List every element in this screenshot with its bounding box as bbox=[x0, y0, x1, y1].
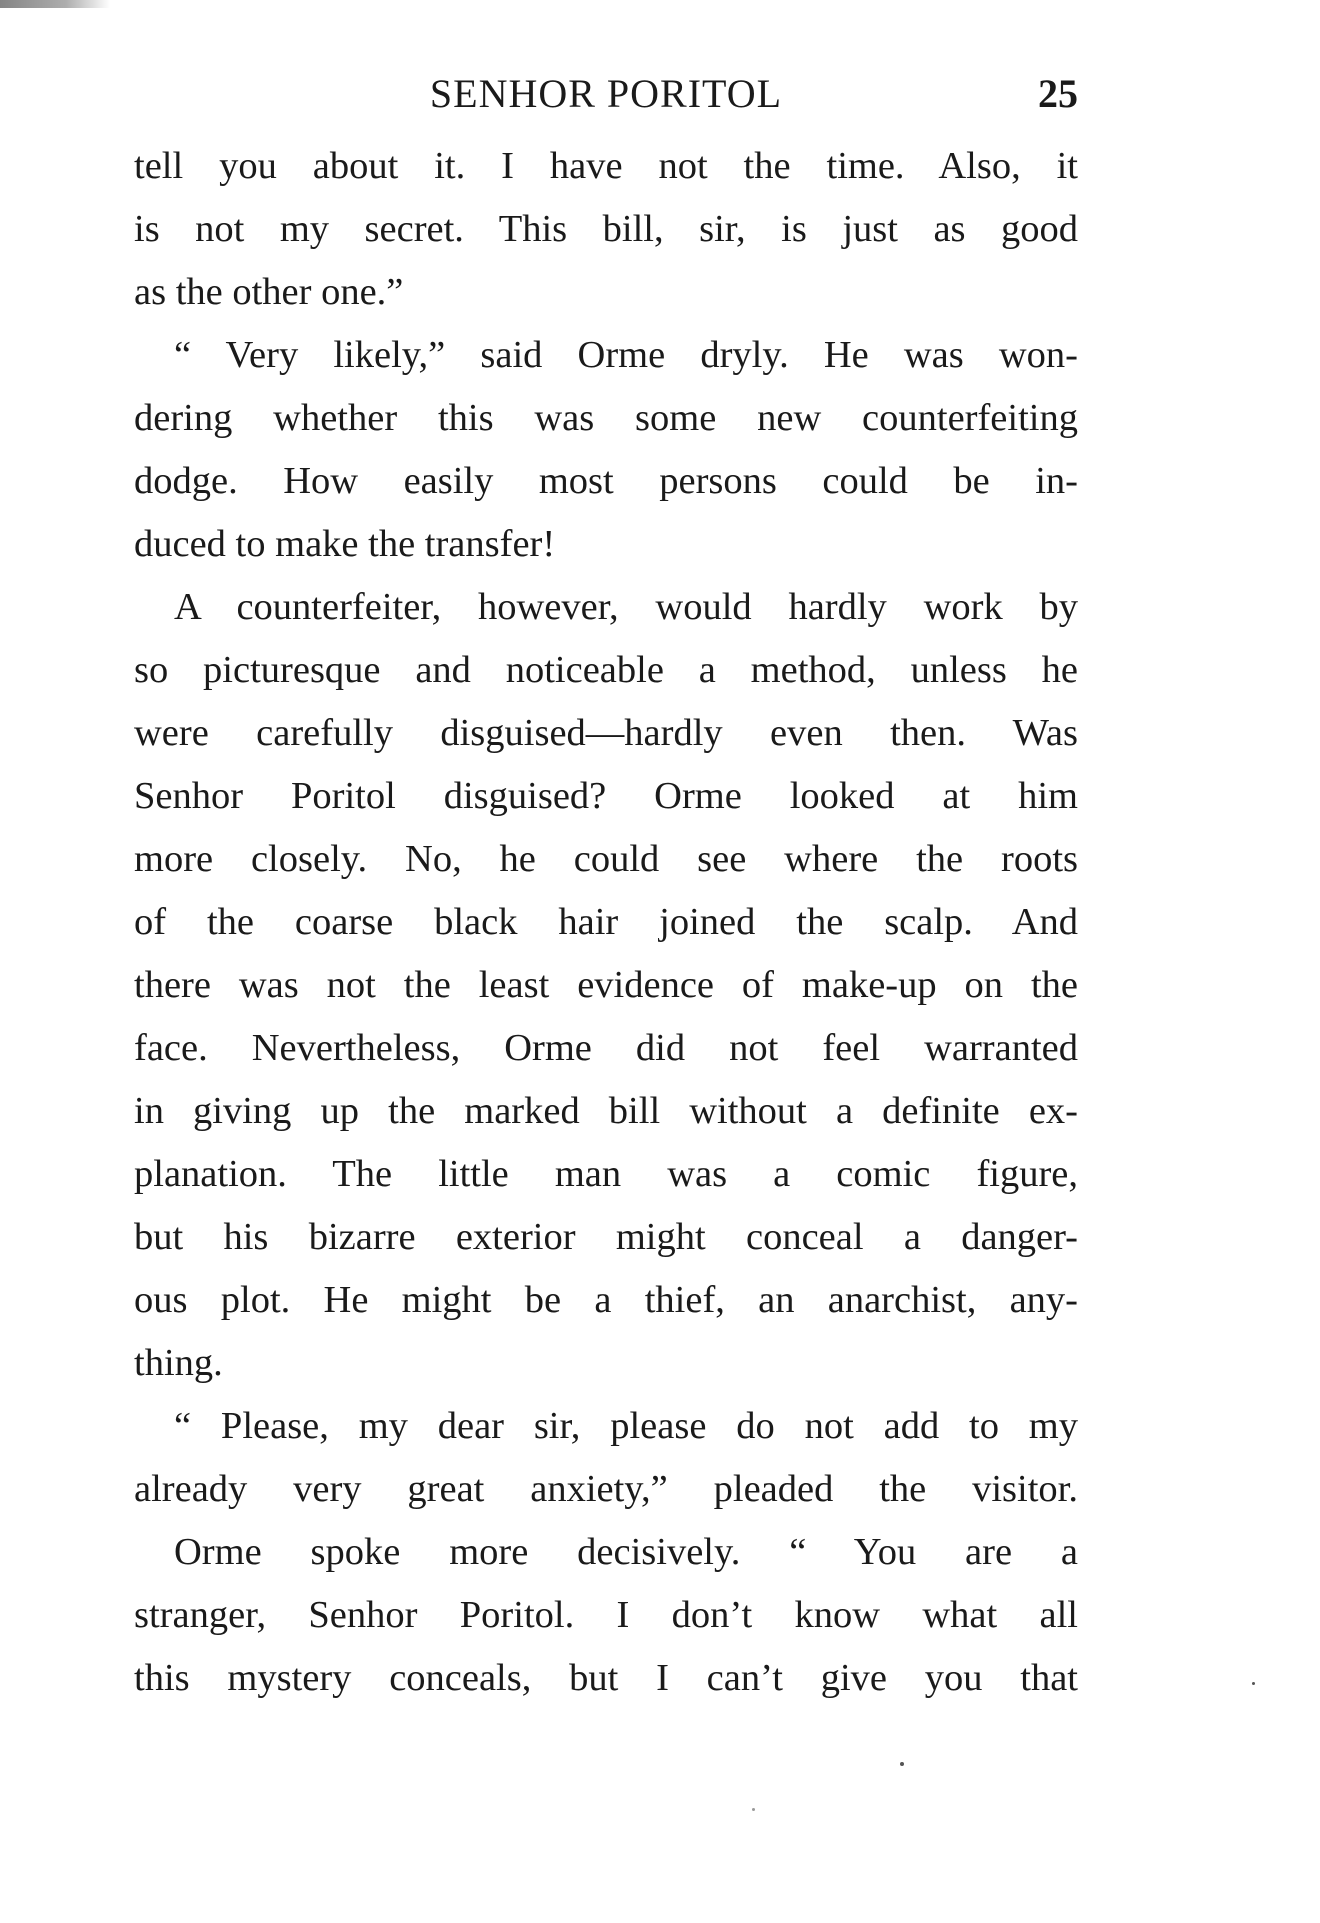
text-line: “ Please, my dear sir, please do not add to my bbox=[174, 1405, 1078, 1447]
text-line: ous plot. He might be a thief, an anarchist, any- bbox=[134, 1279, 1078, 1321]
text-line: this mystery conceals, but I can’t give you that bbox=[134, 1657, 1078, 1699]
text-line: more closely. No, he could see where the roots bbox=[134, 838, 1078, 880]
page-number: 25 bbox=[1038, 71, 1078, 116]
text-line: dering whether this was some new counterfeiting bbox=[134, 397, 1078, 439]
text-line: is not my secret. This bill, sir, is just as good bbox=[134, 208, 1078, 250]
text-line: face. Nevertheless, Orme did not feel warranted bbox=[134, 1027, 1078, 1069]
text-line: as the other one.” bbox=[134, 271, 404, 313]
text-line: stranger, Senhor Poritol. I don’t know what all bbox=[134, 1594, 1078, 1636]
text-line: so picturesque and noticeable a method, unless he bbox=[134, 649, 1078, 691]
scan-speck bbox=[752, 1808, 755, 1811]
text-line: planation. The little man was a comic figure, bbox=[134, 1153, 1078, 1195]
text-line: were carefully disguised—hardly even then. Was bbox=[134, 712, 1078, 754]
text-line: “ Very likely,” said Orme dryly. He was won- bbox=[174, 334, 1078, 376]
text-line: thing. bbox=[134, 1342, 223, 1384]
running-header bbox=[134, 66, 1078, 122]
text-line: dodge. How easily most persons could be in- bbox=[134, 460, 1078, 502]
scan-speck bbox=[900, 1762, 904, 1766]
text-line: Senhor Poritol disguised? Orme looked at him bbox=[134, 775, 1078, 817]
text-line: already very great anxiety,” pleaded the visitor. bbox=[134, 1468, 1078, 1510]
text-line: but his bizarre exterior might conceal a danger- bbox=[134, 1216, 1078, 1258]
text-line: A counterfeiter, however, would hardly work by bbox=[174, 586, 1078, 628]
scan-speck bbox=[1252, 1682, 1255, 1685]
scan-edge-mark bbox=[0, 0, 110, 8]
text-line: of the coarse black hair joined the scalp. And bbox=[134, 901, 1078, 943]
text-line: in giving up the marked bill without a definite ex- bbox=[134, 1090, 1078, 1132]
body-text bbox=[134, 135, 1078, 1710]
text-line: Orme spoke more decisively. “ You are a bbox=[174, 1531, 1078, 1573]
text-line: tell you about it. I have not the time. Also, it bbox=[134, 145, 1078, 187]
text-line: there was not the least evidence of make-up on the bbox=[134, 964, 1078, 1006]
text-line: duced to make the transfer! bbox=[134, 523, 556, 565]
running-title: SENHOR PORITOL bbox=[429, 71, 783, 116]
